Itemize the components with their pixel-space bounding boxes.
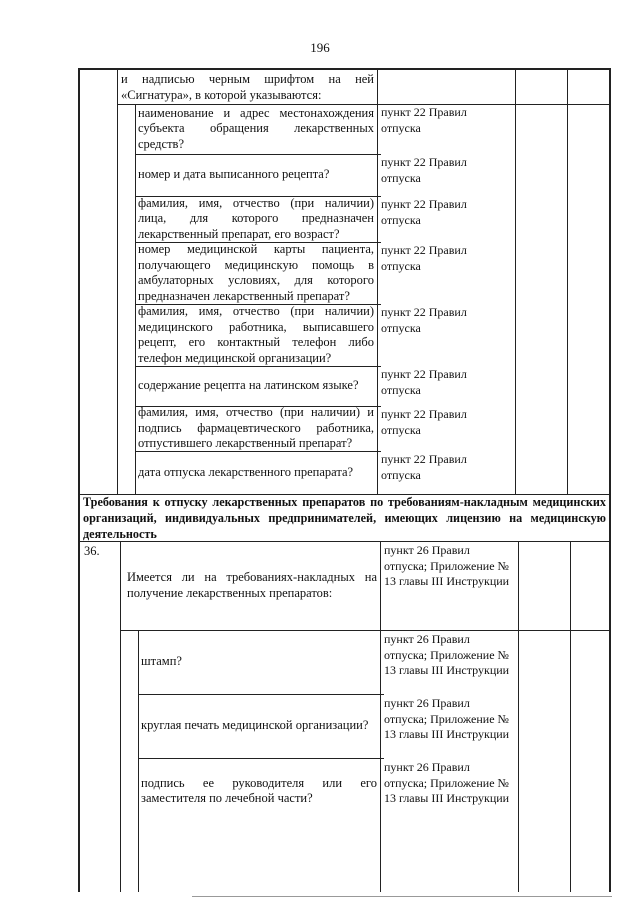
row-label: содержание рецепта на латинском языке? — [138, 378, 359, 393]
item-number: 36. — [84, 544, 100, 558]
row-label: фамилия, имя, отчество (при наличии) медицинского работника, выписавшего рецепт, его контактный телефон либо телефон медицинской организации? — [138, 304, 374, 365]
row-ref: пункт 22 Правил отпуска — [381, 407, 467, 437]
question-ref: пункт 26 Правил отпуска; Приложение № 13 главы III Инструкции — [384, 543, 510, 588]
row-label: фамилия, имя, отчество (при наличии) лица, для которого предназначен лекарственный препарат, его возраст? — [138, 195, 374, 241]
row-label: номер и дата выписанного рецепта? — [138, 167, 330, 182]
row-ref: пункт 22 Правил отпуска — [381, 155, 467, 185]
row-ref: пункт 22 Правил отпуска — [381, 452, 467, 482]
row-label: штамп? — [141, 654, 182, 669]
row-label: фамилия, имя, отчество (при наличии) и подпись фармацевтического работника, отпустившего лекарственный препарат? — [138, 405, 374, 451]
row-ref: пункт 26 Правил отпуска; Приложение № 13 главы III Инструкции — [384, 696, 510, 741]
row-label: дата отпуска лекарственного препарата? — [138, 464, 354, 479]
row-label: круглая печать медицинской организации? — [141, 718, 369, 733]
row-ref: пункт 22 Правил отпуска — [381, 305, 467, 335]
row-ref: пункт 26 Правил отпуска; Приложение № 13 главы III Инструкции — [384, 760, 510, 805]
row-ref: пункт 26 Правил отпуска; Приложение № 13 главы III Инструкции — [384, 632, 510, 677]
checklist-table — [78, 68, 611, 892]
row-label: подпись ее руководителя или его заместителя по лечебной части? — [141, 775, 377, 805]
page-number: 196 — [310, 40, 330, 55]
row-ref: пункт 22 Правил отпуска — [381, 105, 467, 135]
row-label: номер медицинской карты пациента, получающего медицинскую помощь в амбулаторных условиях, для которого предназначен лекарственный препарат? — [138, 242, 374, 303]
row-ref: пункт 22 Правил отпуска — [381, 367, 467, 397]
row-ref: пункт 22 Правил отпуска — [381, 197, 467, 227]
row-label: наименование и адрес местонахождения субъекта обращения лекарственных средств? — [138, 105, 374, 151]
row-label-signatura: и надписью черным шрифтом на ней «Сигнатура», в которой указываются: — [121, 72, 374, 102]
section-heading: Требования к отпуску лекарственных препаратов по требованиям-накладным медицинских организаций, индивидуальных предпринимателей, имеющих лицензию на медицинскую деятельность — [83, 495, 606, 541]
question-label: Имеется ли на требованиях-накладных на получение лекарственных препаратов: — [127, 570, 377, 600]
page-bottom-rule — [192, 896, 612, 897]
row-ref: пункт 22 Правил отпуска — [381, 243, 467, 273]
